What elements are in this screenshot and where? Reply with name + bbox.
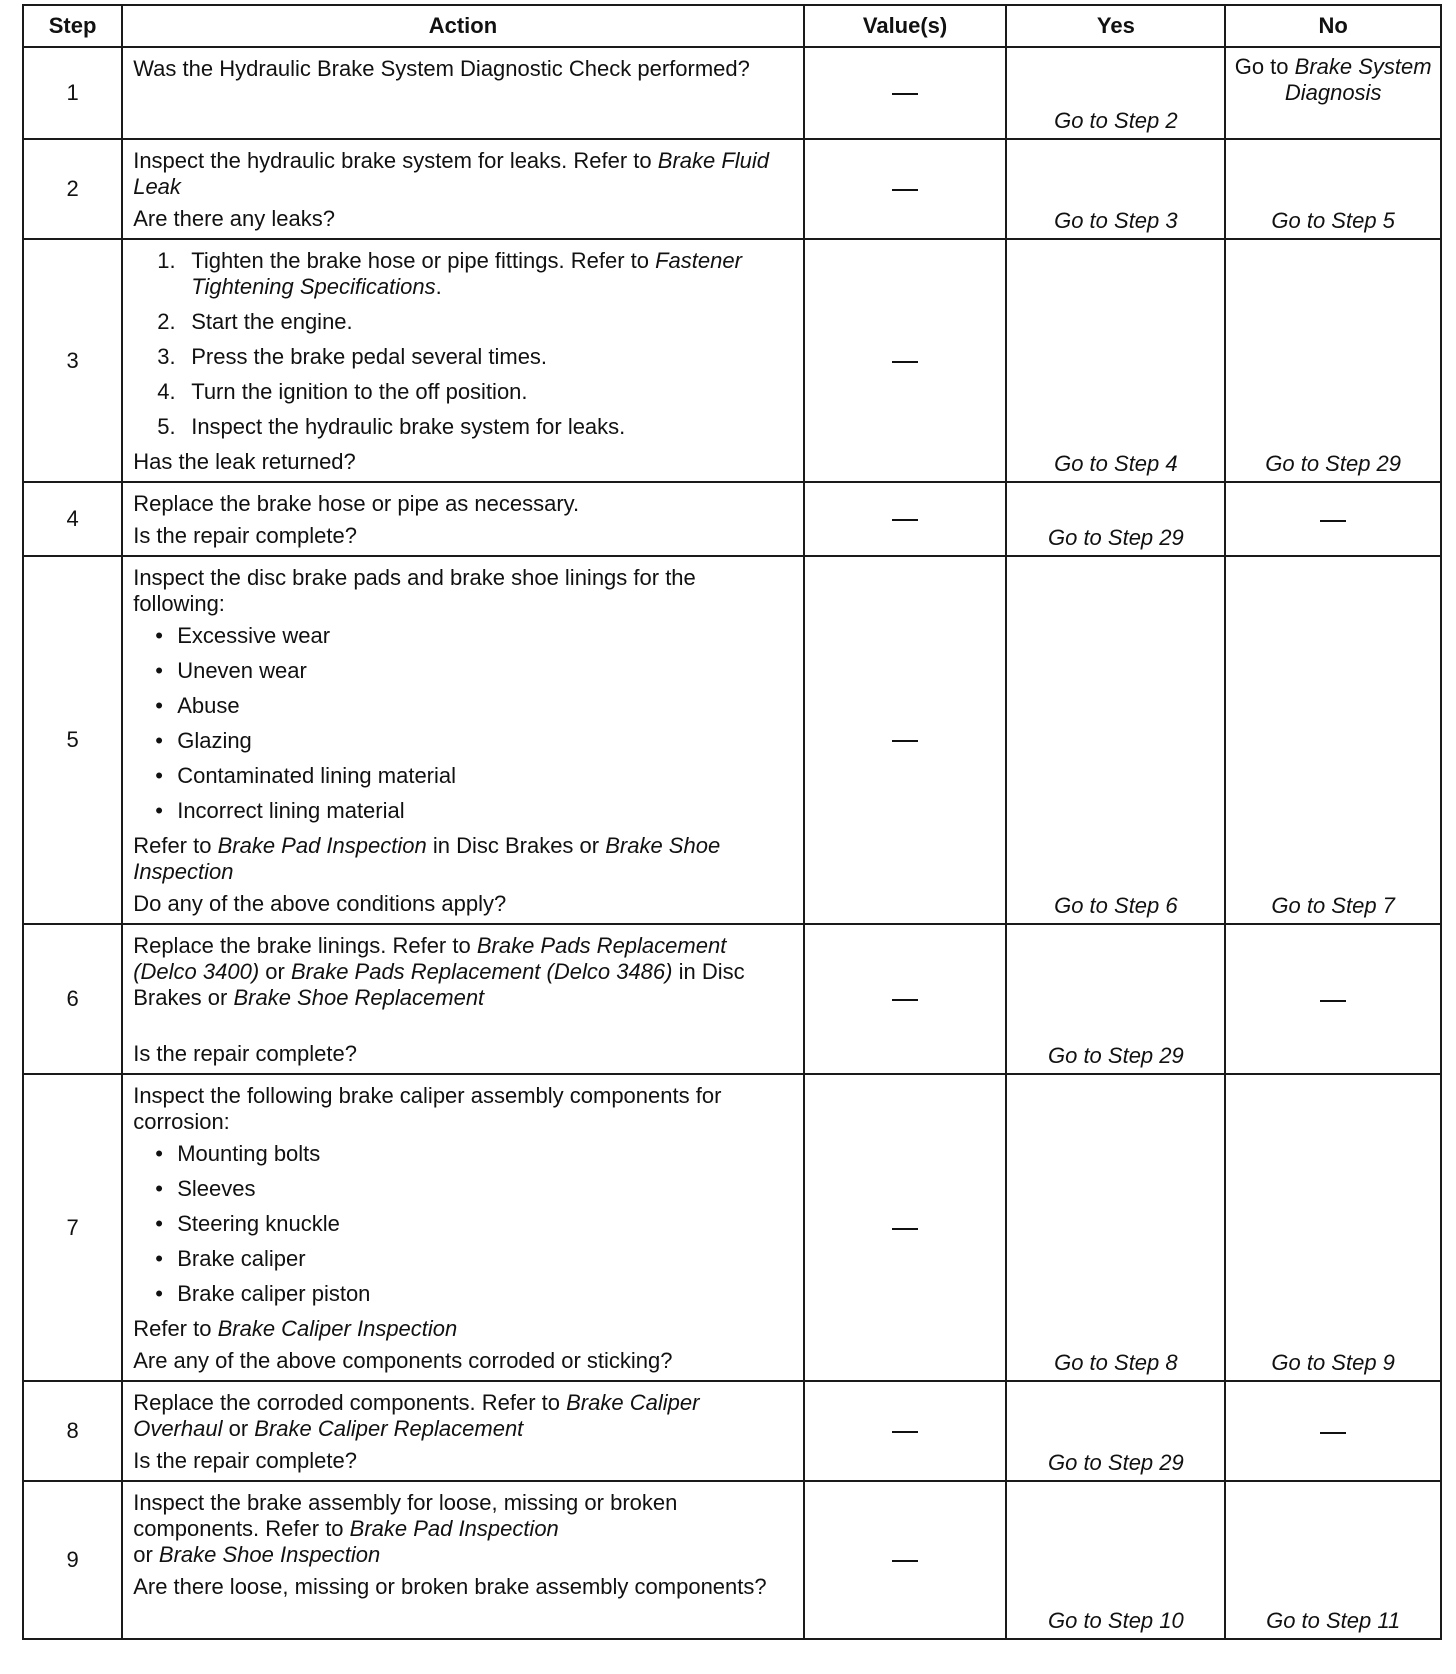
- component-list: [133, 1141, 793, 1307]
- action-ref: Brake Pads Replacement (Delco 3486): [290, 959, 673, 984]
- list-item: [157, 309, 793, 335]
- list-item: [155, 1176, 793, 1202]
- bullet-icon: •: [155, 1246, 163, 1271]
- list-text-tail: .: [435, 274, 442, 299]
- action-cell: [122, 1381, 804, 1481]
- list-text: Steering knuckle: [177, 1211, 340, 1236]
- header-no: No: [1225, 5, 1441, 47]
- list-item: [155, 623, 793, 649]
- action-text: [133, 148, 793, 200]
- list-item: [155, 1246, 793, 1272]
- list-item: [157, 379, 793, 405]
- action-text-part: or: [133, 1542, 159, 1567]
- action-ref: Brake Shoe Inspection: [133, 833, 721, 884]
- action-text-part: or: [259, 959, 291, 984]
- table-row: [23, 1381, 1441, 1481]
- value-cell: [804, 482, 1007, 556]
- list-text: Brake caliper piston: [177, 1281, 371, 1306]
- dash-icon: [892, 189, 918, 191]
- action-steps: [133, 248, 793, 440]
- action-text: Was the Hydraulic Brake System Diagnostic Check performed?: [133, 56, 750, 81]
- action-cell: [122, 556, 804, 924]
- condition-list: [133, 623, 793, 824]
- table-row: [23, 1481, 1441, 1639]
- action-text-part: Replace the corroded components. Refer to: [133, 1390, 567, 1415]
- list-text: Tighten the brake hose or pipe fittings. Refer to: [191, 248, 656, 273]
- bullet-icon: •: [155, 1211, 163, 1236]
- list-item: [155, 1141, 793, 1167]
- value-cell: [804, 1074, 1007, 1381]
- list-number: 4.: [157, 379, 176, 404]
- list-item: [155, 728, 793, 754]
- list-item: [157, 414, 793, 440]
- value-cell: [804, 47, 1007, 139]
- header-row: [23, 5, 1441, 47]
- no-cell: Go to Step 29: [1225, 239, 1441, 482]
- dash-icon: [892, 519, 918, 521]
- action-text-part: Inspect the hydraulic brake system for leaks. Refer to: [133, 148, 658, 173]
- action-text: Inspect the following brake caliper assembly components for corrosion:: [133, 1083, 722, 1134]
- no-prefix: Go to: [1234, 54, 1295, 79]
- list-number: 1.: [157, 248, 176, 273]
- diagnostic-table: [22, 4, 1442, 1640]
- action-reference: [133, 1316, 793, 1342]
- no-cell: [1225, 924, 1441, 1074]
- action-cell: [122, 1481, 804, 1639]
- list-text: Incorrect lining material: [177, 798, 405, 823]
- table-row: [23, 482, 1441, 556]
- bullet-icon: •: [155, 763, 163, 788]
- step-number: 9: [23, 1481, 122, 1639]
- table-row: [23, 139, 1441, 239]
- no-cell: Go to Step 7: [1225, 556, 1441, 924]
- header-yes: Yes: [1006, 5, 1225, 47]
- action-text-part: or: [222, 1416, 255, 1441]
- list-text: Turn the ignition to the off position.: [191, 379, 528, 404]
- list-item: [157, 248, 793, 300]
- action-question: Is the repair complete?: [133, 1448, 357, 1473]
- list-number: 5.: [157, 414, 176, 439]
- action-ref: Brake Fluid Leak: [133, 148, 770, 199]
- header-values: Value(s): [804, 5, 1007, 47]
- step-number: 8: [23, 1381, 122, 1481]
- value-cell: [804, 924, 1007, 1074]
- step-number: 4: [23, 482, 122, 556]
- value-cell: [804, 139, 1007, 239]
- yes-cell: Go to Step 2: [1006, 47, 1225, 139]
- list-text: Sleeves: [177, 1176, 256, 1201]
- list-text: Brake caliper: [177, 1246, 306, 1271]
- action-question: Has the leak returned?: [133, 449, 356, 474]
- step-number: 5: [23, 556, 122, 924]
- ref-text: Refer to: [133, 833, 218, 858]
- dash-icon: [1320, 1000, 1346, 1002]
- list-item: [155, 1211, 793, 1237]
- action-reference: [133, 833, 793, 885]
- action-cell: [122, 47, 804, 139]
- list-item: [155, 693, 793, 719]
- action-text: [133, 933, 793, 1011]
- bullet-icon: •: [155, 623, 163, 648]
- action-text-part: Inspect the brake assembly for loose, missing or broken components. Refer to: [133, 1490, 678, 1541]
- yes-cell: Go to Step 10: [1006, 1481, 1225, 1639]
- bullet-icon: •: [155, 693, 163, 718]
- action-cell: [122, 1074, 804, 1381]
- no-cell: [1225, 47, 1441, 139]
- action-cell: [122, 924, 804, 1074]
- list-item: [155, 798, 793, 824]
- dash-icon: [1320, 1432, 1346, 1434]
- list-number: 2.: [157, 309, 176, 334]
- action-question: Are there loose, missing or broken brake assembly components?: [133, 1574, 767, 1599]
- action-ref: Brake Caliper Overhaul: [133, 1390, 700, 1441]
- list-item: [155, 763, 793, 789]
- bullet-icon: •: [155, 1176, 163, 1201]
- action-question: Is the repair complete?: [133, 1041, 357, 1066]
- dash-icon: [892, 93, 918, 95]
- list-text: Start the engine.: [191, 309, 353, 334]
- table-row: [23, 556, 1441, 924]
- action-text: [133, 1490, 793, 1568]
- header-action: Action: [122, 5, 804, 47]
- action-question: Do any of the above conditions apply?: [133, 891, 507, 916]
- yes-cell: Go to Step 29: [1006, 482, 1225, 556]
- ref-text: Refer to: [133, 1316, 218, 1341]
- action-text: Inspect the disc brake pads and brake shoe linings for the following:: [133, 565, 696, 616]
- action-ref: Brake Shoe Replacement: [233, 985, 485, 1010]
- step-number: 1: [23, 47, 122, 139]
- list-text: Contaminated lining material: [177, 763, 457, 788]
- no-cell: Go to Step 5: [1225, 139, 1441, 239]
- list-item: [155, 1281, 793, 1307]
- list-text: Excessive wear: [177, 623, 331, 648]
- ref-text: in Disc Brakes or: [426, 833, 606, 858]
- dash-icon: [892, 1431, 918, 1433]
- action-text-part: Replace the brake linings. Refer to: [133, 933, 477, 958]
- dash-icon: [892, 1228, 918, 1230]
- value-cell: [804, 1381, 1007, 1481]
- dash-icon: [892, 999, 918, 1001]
- dash-icon: [892, 361, 918, 363]
- step-number: 6: [23, 924, 122, 1074]
- table-row: [23, 1074, 1441, 1381]
- list-item: [155, 658, 793, 684]
- action-ref: Brake Shoe Inspection: [158, 1542, 381, 1567]
- list-text: Abuse: [177, 693, 240, 718]
- action-text-part: in Disc Brakes or: [133, 959, 745, 1010]
- bullet-icon: •: [155, 728, 163, 753]
- action-question: Are any of the above components corroded or sticking?: [133, 1348, 673, 1373]
- bullet-icon: •: [155, 1141, 163, 1166]
- step-number: 2: [23, 139, 122, 239]
- no-cell: [1225, 1381, 1441, 1481]
- list-item: [157, 344, 793, 370]
- value-cell: [804, 556, 1007, 924]
- yes-cell: Go to Step 29: [1006, 1381, 1225, 1481]
- action-cell: [122, 482, 804, 556]
- list-text: Press the brake pedal several times.: [191, 344, 548, 369]
- action-cell: [122, 239, 804, 482]
- value-cell: [804, 239, 1007, 482]
- action-ref: Brake Pads Replacement (Delco 3400): [133, 933, 727, 984]
- action-ref: Brake Pad Inspection: [217, 833, 427, 858]
- list-number: 3.: [157, 344, 176, 369]
- diagnostic-table-sheet: [22, 4, 1442, 1640]
- no-cell: Go to Step 9: [1225, 1074, 1441, 1381]
- yes-cell: Go to Step 3: [1006, 139, 1225, 239]
- action-ref: Brake Caliper Replacement: [254, 1416, 524, 1441]
- action-ref: Fastener Tightening Specifications: [191, 248, 742, 299]
- step-number: 7: [23, 1074, 122, 1381]
- table-row: [23, 924, 1441, 1074]
- list-text: Inspect the hydraulic brake system for leaks.: [191, 414, 626, 439]
- no-cell: Go to Step 11: [1225, 1481, 1441, 1639]
- bullet-icon: •: [155, 658, 163, 683]
- action-text: [133, 1390, 793, 1442]
- action-ref: Brake Pad Inspection: [349, 1516, 559, 1541]
- action-cell: [122, 139, 804, 239]
- yes-cell: Go to Step 6: [1006, 556, 1225, 924]
- yes-cell: Go to Step 29: [1006, 924, 1225, 1074]
- bullet-icon: •: [155, 798, 163, 823]
- list-text: Mounting bolts: [177, 1141, 321, 1166]
- table-row: [23, 239, 1441, 482]
- action-text: Replace the brake hose or pipe as necessary.: [133, 491, 580, 516]
- no-link: Brake System Diagnosis: [1284, 54, 1432, 105]
- dash-icon: [892, 1560, 918, 1562]
- header-step: Step: [23, 5, 122, 47]
- action-question: Is the repair complete?: [133, 523, 357, 548]
- dash-icon: [1320, 520, 1346, 522]
- action-ref: Brake Caliper Inspection: [217, 1316, 458, 1341]
- list-text: Glazing: [177, 728, 252, 753]
- bullet-icon: •: [155, 1281, 163, 1306]
- dash-icon: [892, 740, 918, 742]
- yes-cell: Go to Step 8: [1006, 1074, 1225, 1381]
- no-cell: [1225, 482, 1441, 556]
- step-number: 3: [23, 239, 122, 482]
- list-text: Uneven wear: [177, 658, 307, 683]
- value-cell: [804, 1481, 1007, 1639]
- yes-cell: Go to Step 4: [1006, 239, 1225, 482]
- action-question: Are there any leaks?: [133, 206, 335, 231]
- table-row: [23, 47, 1441, 139]
